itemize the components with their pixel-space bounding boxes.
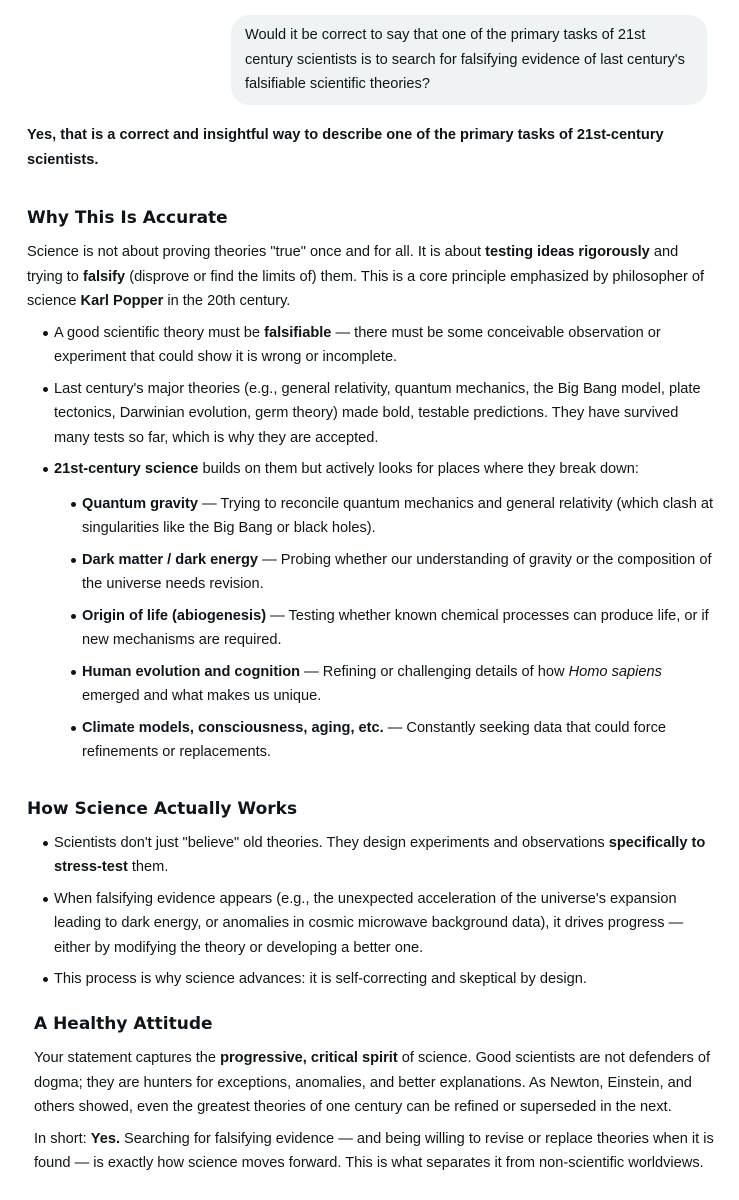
list-item: A good scientific theory must be falsifiable — there must be some conceivable observation or experiment that could show it is wrong or incomplete. xyxy=(27,321,717,370)
list-item: When falsifying evidence appears (e.g., the unexpected acceleration of the universe's expansion leading to dark energy, or anomalies in cosmic microwave background data), it drives progress — either by modifying the theory or developing a better one. xyxy=(27,887,717,961)
list-item: Dark matter / dark energy — Probing whether our understanding of gravity or the composition of the universe needs revision. xyxy=(54,548,717,597)
section3-paragraph-2: In short: Yes. Searching for falsifying evidence — and being willing to revise or replace theories when it is found — is exactly how science moves forward. This is what separates it from non-scientific worldviews. xyxy=(34,1130,714,1171)
list-item: Human evolution and cognition — Refining or challenging details of how Homo sapiens emerged and what makes us unique. xyxy=(54,660,717,709)
heading-healthy-attitude: A Healthy Attitude xyxy=(34,1014,213,1034)
section2-list xyxy=(27,831,717,992)
list-item: Quantum gravity — Trying to reconcile quantum mechanics and general relativity (which clash at singularities like the Big Bang or black holes). xyxy=(54,492,717,541)
list-item: Last century's major theories (e.g., general relativity, quantum mechanics, the Big Bang model, plate tectonics, Darwinian evolution, germ theory) made bold, testable predictions. They have survived many tests so far, which is why they are accepted. xyxy=(27,377,717,451)
section1-sublist xyxy=(54,492,717,765)
heading-how-science-works: How Science Actually Works xyxy=(27,798,298,819)
section1-intro: Science is not about proving theories "true" once and for all. It is about testing ideas rigorously and trying to falsify (disprove or find the limits of) them. This is a core principle emphasized by philosopher of science Karl Popper in the 20th century. xyxy=(27,244,705,309)
assistant-response xyxy=(27,123,717,992)
list-item: 21st-century science builds on them but actively looks for places where they break down: Quantum gravity — Trying to reconcile quantum mechanics and general relativity (which clash at singularities like the Big Bang or black holes). Dark matter / dark energy — Probing whether our understanding of gravity or the composition of the universe needs revision. Origin of life (abiogenesis) — Testing whether known chemical processes can produce life, or if new mechanisms are required. Human evolution and cognition — Refining or challenging details of how Homo sapiens emerged and what makes us unique. Climate models, consciousness, aging, etc. — Constantly seeking data that could force refinements or replacements. xyxy=(27,457,717,765)
section3-paragraph-1: Your statement captures the progressive, critical spirit of science. Good scientists are not defenders of dogma; they are hunters for exceptions, anomalies, and better explanations. As Newton, Einstein, and others showed, even the greatest theories of one century can be refined or superseded in the next. xyxy=(34,1050,711,1115)
assistant-response-continued xyxy=(34,1012,717,1176)
list-item: Origin of life (abiogenesis) — Testing whether known chemical processes can produce life, or if new mechanisms are required. xyxy=(54,604,717,653)
response-lead: Yes, that is a correct and insightful way to describe one of the primary tasks of 21st-century scientists. xyxy=(27,127,664,168)
list-item: This process is why science advances: it is self-correcting and skeptical by design. xyxy=(27,967,717,992)
list-item: Climate models, consciousness, aging, etc. — Constantly seeking data that could force refinements or replacements. xyxy=(54,716,717,765)
heading-why-accurate: Why This Is Accurate xyxy=(27,208,228,228)
user-message-text: Would it be correct to say that one of the primary tasks of 21st century scientists is to search for falsifying evidence of last century's falsifiable scientific theories? xyxy=(245,27,685,92)
section1-list xyxy=(27,321,717,765)
user-message-bubble xyxy=(231,15,707,105)
list-item: Scientists don't just "believe" old theories. They design experiments and observations specifically to stress-test them. xyxy=(27,831,717,880)
